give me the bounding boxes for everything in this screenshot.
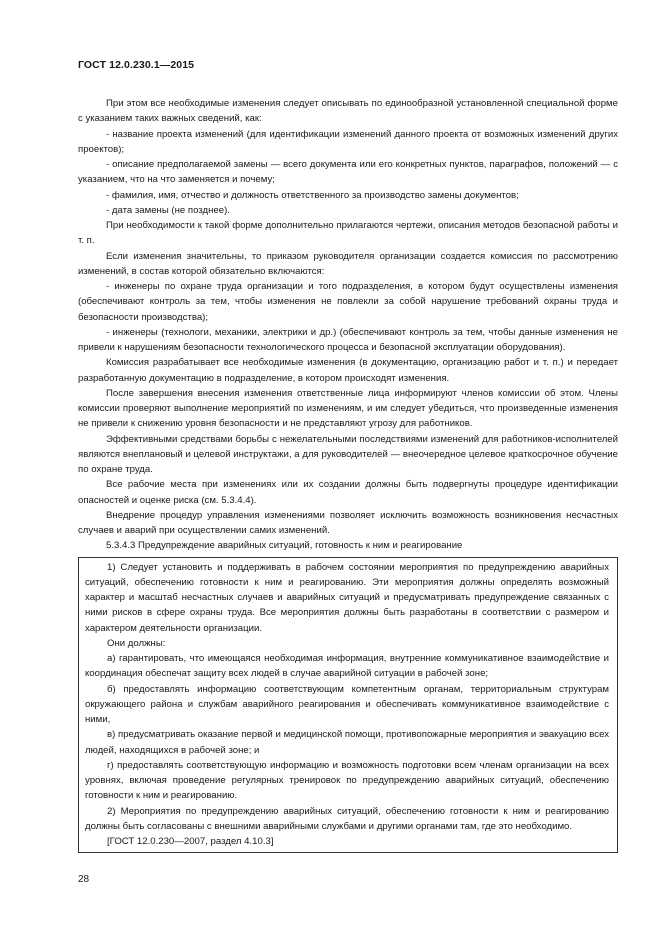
document-header: ГОСТ 12.0.230.1—2015 bbox=[78, 59, 195, 71]
list-item: - инженеры (технологи, механики, электрики и др.) (обеспечивают контроль за тем, чтобы данные изменения не привели к нарушениям безопасности технологического процесса и безопасной эксплуатации оборудования). bbox=[78, 326, 618, 353]
box-reference: [ГОСТ 12.0.230—2007, раздел 4.10.3] bbox=[107, 836, 274, 847]
paragraph: При необходимости к такой форме дополнительно прилагаются чертежи, описания методов безопасной работы и т. п. bbox=[78, 220, 618, 247]
list-item: - дата замены (не позднее). bbox=[106, 204, 230, 216]
section-heading: 5.3.4.3 Предупреждение аварийных ситуаций, готовность к ним и реагирование bbox=[106, 540, 463, 552]
box-paragraph: 2) Мероприятия по предупреждению аварийных ситуаций, обеспечению готовности к ним и реагированию должны быть согласованы с внешними аварийными службами и другими органами там, где это необходимо. bbox=[85, 805, 609, 832]
quoted-standard-box bbox=[78, 557, 618, 854]
page-number: 28 bbox=[78, 874, 90, 885]
paragraph: Все рабочие места при изменениях или их создании должны быть подвергнуты процедуре идентификации опасностей и оценке риска (см. 5.3.4.4). bbox=[78, 479, 618, 506]
box-list-item: б) предоставлять информацию соответствующим компетентным органам, территориальным структурам окружающего района и службам аварийного реагирования и обеспечивать коммуникативное взаимодействие с ними, bbox=[85, 683, 609, 725]
paragraph: При этом все необходимые изменения следует описывать по единообразной установленной специальной форме с указанием таких важных сведений, как: bbox=[78, 98, 618, 125]
paragraph: Если изменения значительны, то приказом руководителя организации создается комиссия по рассмотрению изменений, в состав которой обязательно включаются: bbox=[78, 250, 618, 277]
paragraph: Внедрение процедур управления изменениями позволяет исключить возможность возникновения несчастных случаев и аварий при осуществлении самих изменений. bbox=[78, 509, 618, 536]
box-list-item: г) предоставлять соответствующую информацию и возможность подготовки всем членам организации на всех уровнях, включая проведение регулярных тренировок по предупреждению аварийных ситуаций, обеспечению готовности к ним и реагированию. bbox=[85, 759, 609, 802]
list-item: - фамилия, имя, отчество и должность ответственного за производство замены документов; bbox=[106, 189, 519, 201]
box-paragraph: 1) Следует установить и поддерживать в рабочем состоянии мероприятия по предупреждению аварийных ситуаций, обеспечению готовности к ним и реагированию. Эти мероприятия должны определять возможный характер и масштаб несчастных случаев и аварийных ситуаций и предусматривать предупреждение связанных с ними рисков в сфере охраны труда. Все мероприятия должны быть разработаны в соответствии с размером и характером деятельности организации. bbox=[85, 561, 609, 634]
box-list-item: в) предусматривать оказание первой и медицинской помощи, противопожарные мероприятия и эвакуацию всех людей, находящихся в рабочей зоне; и bbox=[85, 729, 609, 756]
paragraph: Эффективными средствами борьбы с нежелательными последствиями изменений для работников-исполнителей являются внеплановый и целевой инструктажи, а для руководителей — внеочередное целевое краткосрочное обучение по охране труда. bbox=[78, 433, 618, 475]
box-paragraph: Они должны: bbox=[107, 637, 166, 649]
document-body bbox=[78, 96, 618, 853]
paragraph: После завершения внесения изменения ответственные лица информируют членов комиссии об этом. Члены комиссии проверяют выполнение мероприятий по изменениям, и им следует убедиться, что произведенные изменения не привели к снижению уровня безопасности и не представляют угрозу для работников. bbox=[78, 387, 618, 430]
list-item: - название проекта изменений (для идентификации изменений данного проекта от возможных изменений других проектов); bbox=[78, 128, 618, 155]
list-item: - описание предполагаемой замены — всего документа или его конкретных пунктов, параграфов, положений — с указанием, что на что заменяется и почему; bbox=[78, 159, 618, 186]
paragraph: Комиссия разрабатывает все необходимые изменения (в документацию, организацию работ и т. п.) и передает разработанную документацию в подразделение, в котором происходят изменения. bbox=[78, 357, 618, 384]
box-list-item: а) гарантировать, что имеющаяся необходимая информация, внутренние коммуникативное взаимодействие и координация обеспечат защиту всех людей в случае аварийной ситуации в рабочей зоне; bbox=[85, 653, 609, 680]
list-item: - инженеры по охране труда организации и того подразделения, в котором будут осуществлены изменения (обеспечивают контроль за тем, чтобы изменения не повлекли за собой нарушение требований охраны труда и безопасности производства); bbox=[78, 281, 618, 323]
